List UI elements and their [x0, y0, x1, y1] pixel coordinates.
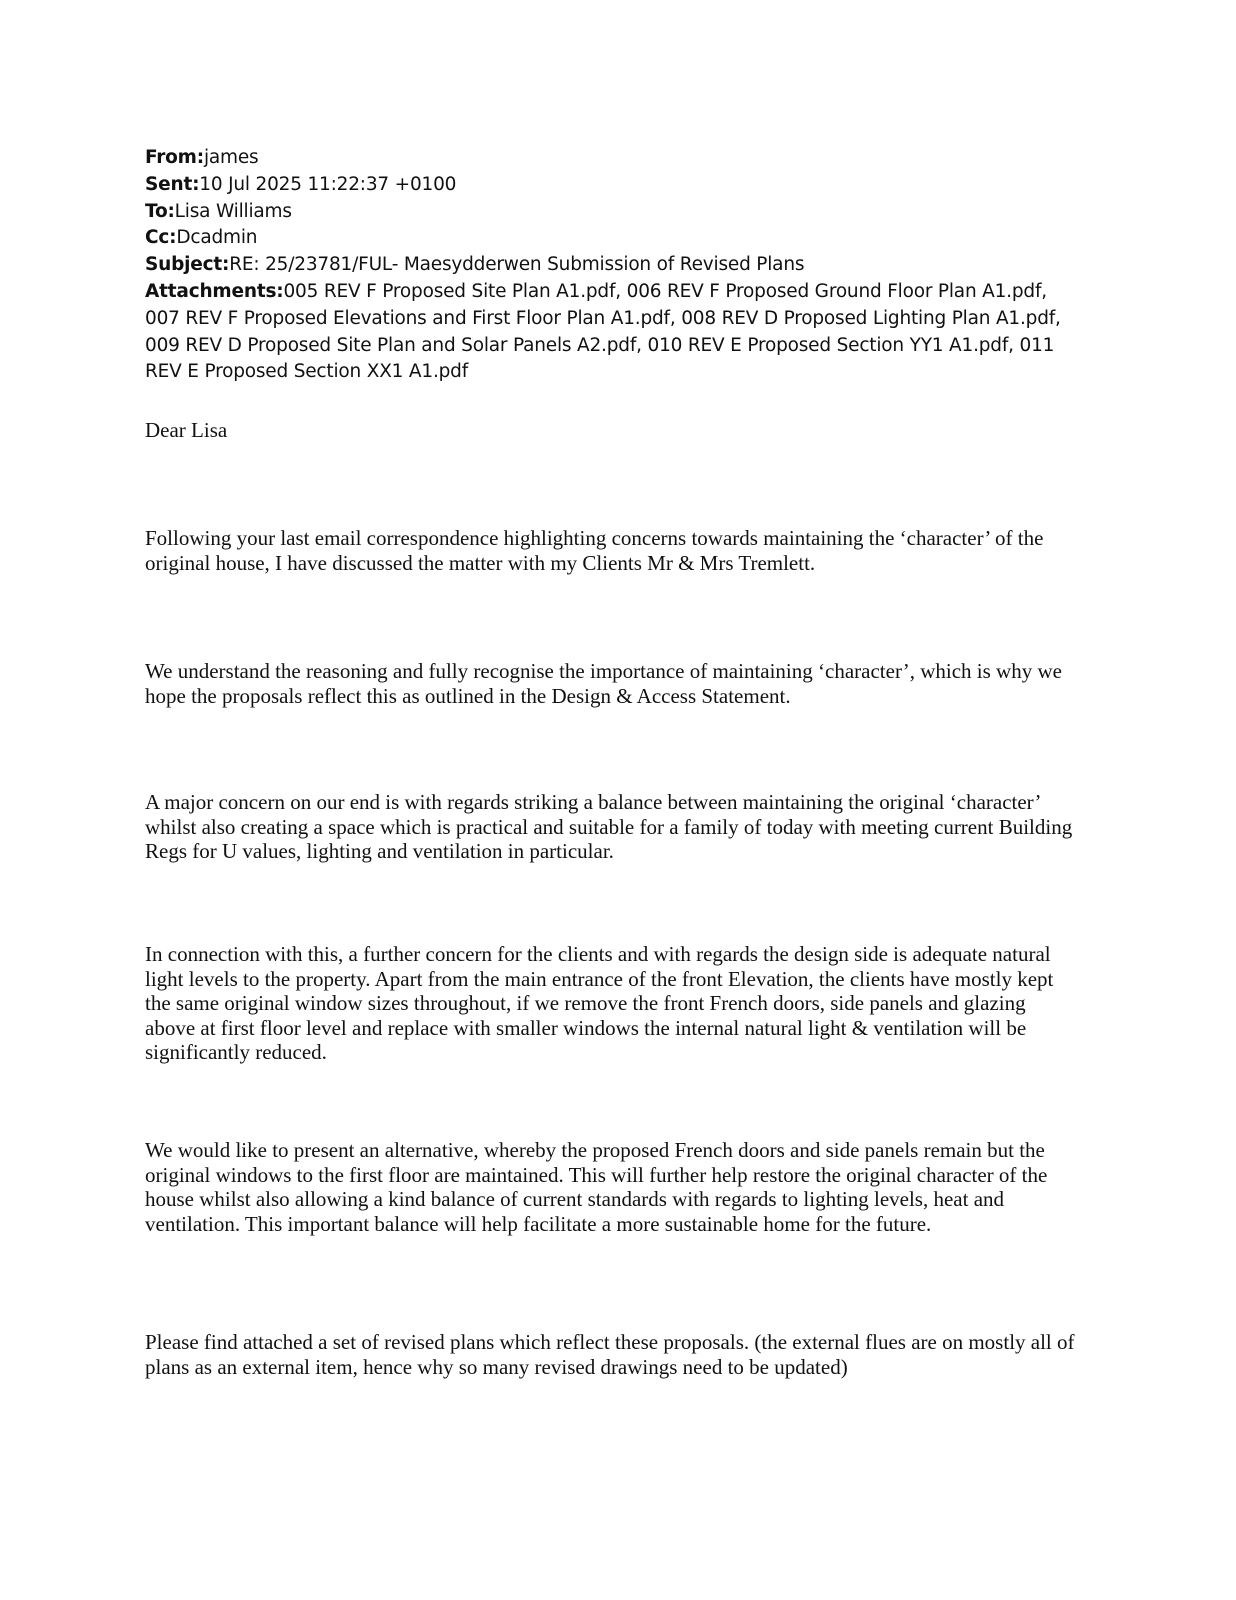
attachments-label: Attachments: [145, 280, 284, 302]
body-paragraph: Please find attached a set of revised plans which reflect these proposals. (the external flues are on mostly all of plans as an external item, hence why so many revised drawings need to be updated) [145, 1330, 1075, 1379]
subject-row [145, 252, 1085, 279]
from-label: From: [145, 147, 204, 168]
body-paragraph: We understand the reasoning and fully recognise the importance of maintaining ‘character’, which is why we hope the proposals reflect this as outlined in the Design & Access Statement. [145, 659, 1062, 708]
sent-row [145, 172, 1085, 199]
to-row [145, 199, 1085, 226]
to-label: To: [145, 200, 175, 222]
cc-row [145, 225, 1085, 252]
to-value: Lisa Williams [174, 200, 292, 222]
body-paragraph: A major concern on our end is with regards striking a balance between maintaining the original ‘character’ whilst also creating a space which is practical and suitable for a family of today with meeting current Building Regs for U values, lighting and ventilation in particular. [145, 790, 1073, 864]
from-row [145, 145, 1085, 172]
body-paragraph: Following your last email correspondence highlighting concerns towards maintaining the ‘character’ of the original house, I have discussed the matter with my Clients Mr & Mrs Tremlett. [145, 526, 1044, 575]
subject-value: RE: 25/23781/FUL- Maesydderwen Submission of Revised Plans [229, 254, 805, 276]
body-paragraph: In connection with this, a further concern for the clients and with regards the design side is adequate natural light levels to the property. Apart from the main entrance of the front Elevation, the clients have mostly kept the same original window sizes throughout, if we remove the front French doors, side panels and glazing above at first floor level and replace with smaller windows the internal natural light & ventilation will be significantly reduced. [145, 942, 1054, 1065]
sent-label: Sent: [145, 173, 200, 195]
sent-value: 10 Jul 2025 11:22:37 +0100 [199, 173, 457, 195]
email-header [145, 145, 1085, 386]
body-paragraph: We would like to present an alternative, whereby the proposed French doors and side panels remain but the original windows to the first floor are maintained. This will further help restore the original character of the house whilst also allowing a kind balance of current standards with regards to lighting levels, heat and ventilation. This important balance will help facilitate a more sustainable home for the future. [145, 1138, 1048, 1236]
cc-value: Dcadmin [176, 227, 258, 249]
salutation: Dear Lisa [145, 418, 228, 442]
attachments-row [145, 279, 1085, 386]
attachments-value: 005 REV F Proposed Site Plan A1.pdf, 006 REV F Proposed Ground Floor Plan A1.pdf, 007 REV F Proposed Elevations and First Floor Plan A1.pdf, 008 REV D Proposed Lighting Plan A1.pdf, 009 REV D Proposed Site Plan and Solar Panels A2.pdf, 010 REV E Proposed Section YY1 A1.pdf, 011 REV E Proposed Section XX1 A1.pdf [145, 280, 1061, 383]
subject-label: Subject: [145, 254, 230, 276]
cc-label: Cc: [145, 227, 177, 249]
from-value: james [203, 147, 259, 168]
